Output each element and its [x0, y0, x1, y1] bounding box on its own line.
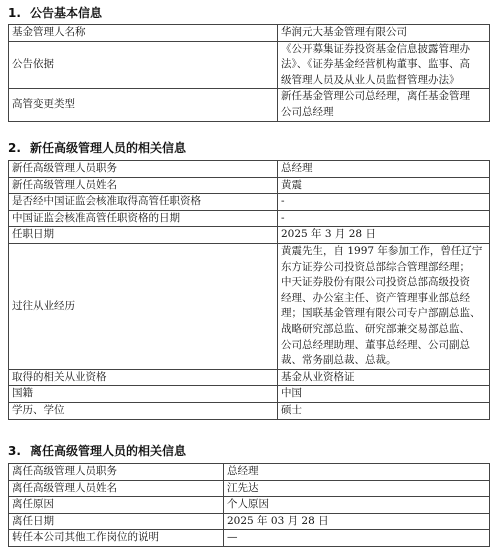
- value-line: —: [227, 531, 238, 544]
- row-label: 公告依据: [9, 41, 278, 89]
- section1-number: 1.: [8, 6, 21, 20]
- section3-number: 3.: [8, 444, 21, 458]
- table-row: [9, 513, 490, 530]
- value-line: 公司总经理: [281, 105, 334, 118]
- value-line: 中天证券股份有限公司投资总部高级投资: [281, 276, 470, 289]
- section1-title: [8, 6, 102, 20]
- row-value: [278, 243, 490, 369]
- value-line: 江先达: [227, 481, 259, 494]
- table-row: [9, 243, 490, 369]
- value-line: 总经理: [281, 162, 313, 174]
- value-line: 2025 年 03 月 28 日: [227, 514, 329, 527]
- value-line: -: [281, 195, 285, 208]
- table-row: [9, 480, 490, 497]
- row-value: [278, 161, 490, 178]
- value-line: 基金从业资格证: [281, 370, 355, 383]
- table-row: [9, 227, 490, 244]
- row-label: 任职日期: [9, 227, 278, 244]
- row-label: 新任高级管理人员姓名: [9, 177, 278, 194]
- row-label: 中国证监会核准高管任职资格的日期: [9, 210, 278, 227]
- section2-number: 2.: [8, 141, 21, 155]
- table-row: [9, 25, 490, 42]
- section2-title-text: 新任高级管理人员的相关信息: [30, 141, 187, 155]
- table-row: [9, 194, 490, 211]
- table-row: [9, 464, 490, 481]
- section3-title: [8, 444, 186, 458]
- row-label: 转任本公司其他工作岗位的说明: [9, 530, 224, 547]
- row-label: 国籍: [9, 386, 278, 403]
- table-row: [9, 402, 490, 419]
- row-value: [224, 497, 490, 514]
- row-value: [224, 464, 490, 481]
- section3-title-text: 离任高级管理人员的相关信息: [30, 444, 187, 458]
- value-line: 裁、常务副总裁、总裁。: [281, 354, 397, 367]
- row-label: 是否经中国证监会核准取得高管任职资格: [9, 194, 278, 211]
- value-line: 理；国联基金管理有限公司专户部副总监、: [281, 307, 481, 320]
- section1-title-text: 公告基本信息: [30, 6, 103, 20]
- table-row: [9, 386, 490, 403]
- table-row: [9, 210, 490, 227]
- row-value: [278, 194, 490, 211]
- value-line: -: [281, 211, 285, 224]
- value-line: 法》、《证券基金经营机构董事、监事、高: [281, 58, 470, 71]
- section1-table: [8, 24, 490, 122]
- value-line: 中国: [281, 387, 302, 400]
- row-value: [278, 210, 490, 227]
- value-line: 华润元大基金管理有限公司: [281, 26, 407, 38]
- value-line: 黄震: [281, 178, 302, 191]
- row-label: 高管变更类型: [9, 89, 278, 121]
- table-row: [9, 530, 490, 547]
- value-line: 东方证券公司投资总部综合管理部经理；: [281, 260, 470, 273]
- value-line: 级管理人员及从业人员监督管理办法》: [281, 73, 460, 86]
- value-line: 新任基金管理公司总经理，离任基金管理: [281, 90, 470, 103]
- table-row: [9, 369, 490, 386]
- row-value: [278, 25, 490, 42]
- section3-table: [8, 463, 490, 547]
- row-label: 新任高级管理人员职务: [9, 161, 278, 178]
- row-label: 过往从业经历: [9, 243, 278, 369]
- row-label: 基金管理人名称: [9, 25, 278, 42]
- row-label: 取得的相关从业资格: [9, 369, 278, 386]
- row-label: 离任原因: [9, 497, 224, 514]
- row-value: [278, 227, 490, 244]
- value-line: 经理、办公室主任、资产管理事业部总经: [281, 291, 470, 304]
- table-row: [9, 497, 490, 514]
- row-value: [278, 177, 490, 194]
- row-value: [278, 386, 490, 403]
- row-value: [224, 530, 490, 547]
- row-label: 离任高级管理人员职务: [9, 464, 224, 481]
- value-line: 总经理: [227, 465, 259, 477]
- value-line: 黄震先生，自 1997 年参加工作，曾任辽宁: [281, 244, 483, 257]
- table-row: [9, 89, 490, 121]
- value-line: 2025 年 3 月 28 日: [281, 228, 376, 241]
- row-value: [224, 513, 490, 530]
- value-line: 公司总经理助理、董事总经理、公司副总: [281, 338, 470, 351]
- row-label: 学历、学位: [9, 402, 278, 419]
- table-row: [9, 41, 490, 89]
- row-label: 离任高级管理人员姓名: [9, 480, 224, 497]
- row-value: [278, 402, 490, 419]
- value-line: 个人原因: [227, 498, 269, 511]
- value-line: 《公开募集证券投资基金信息披露管理办: [281, 42, 470, 55]
- section2-title: [8, 141, 186, 155]
- row-value: [224, 480, 490, 497]
- row-value: [278, 89, 490, 121]
- row-label: 离任日期: [9, 513, 224, 530]
- value-line: 战略研究部总监、研究部兼交易部总监、: [281, 322, 470, 335]
- section2-table: [8, 160, 490, 420]
- row-value: [278, 369, 490, 386]
- table-row: [9, 161, 490, 178]
- table-row: [9, 177, 490, 194]
- row-value: [278, 41, 490, 89]
- value-line: 硕士: [281, 403, 302, 416]
